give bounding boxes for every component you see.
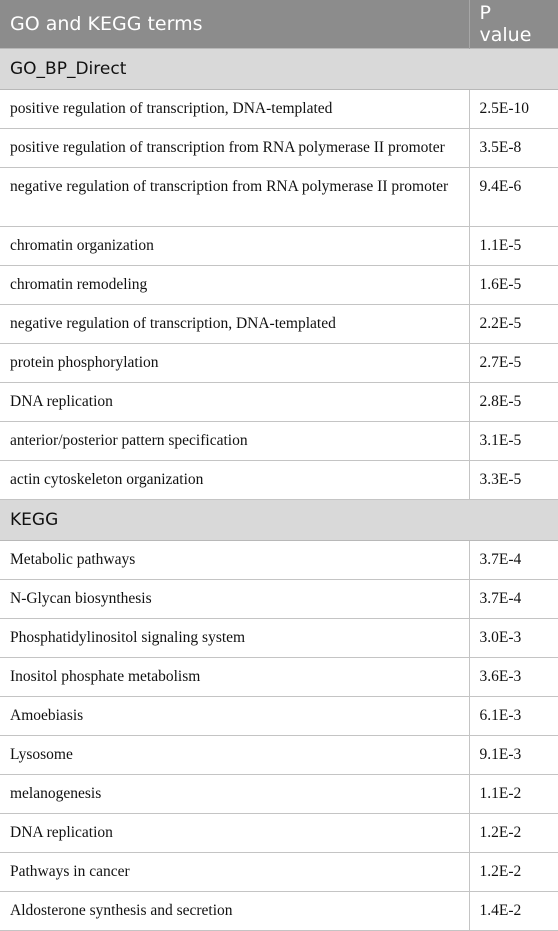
pvalue-cell: 1.1E-5 bbox=[469, 226, 558, 265]
pvalue-cell: 1.2E-2 bbox=[469, 813, 558, 852]
term-cell: chromatin organization bbox=[0, 226, 469, 265]
table-row bbox=[0, 89, 558, 128]
term-cell: protein phosphorylation bbox=[0, 343, 469, 382]
term-cell: positive regulation of transcription, DNA-templated bbox=[0, 89, 469, 128]
table-row bbox=[0, 343, 558, 382]
pvalue-cell: 6.1E-3 bbox=[469, 696, 558, 735]
term-cell: Amoebiasis bbox=[0, 696, 469, 735]
table-row bbox=[0, 421, 558, 460]
pvalue-cell: 2.5E-10 bbox=[469, 89, 558, 128]
term-cell: Metabolic pathways bbox=[0, 540, 469, 579]
term-cell: Lysosome bbox=[0, 735, 469, 774]
term-cell: Aldosterone synthesis and secretion bbox=[0, 891, 469, 930]
table-row bbox=[0, 304, 558, 343]
term-cell: actin cytoskeleton organization bbox=[0, 460, 469, 499]
pvalue-cell: 1.6E-5 bbox=[469, 265, 558, 304]
pvalue-cell: 9.4E-6 bbox=[469, 167, 558, 226]
table-row bbox=[0, 774, 558, 813]
pvalue-cell: 9.1E-3 bbox=[469, 735, 558, 774]
table-row bbox=[0, 657, 558, 696]
pvalue-cell: 3.5E-8 bbox=[469, 128, 558, 167]
pvalue-cell: 3.7E-4 bbox=[469, 540, 558, 579]
term-cell: Inositol phosphate metabolism bbox=[0, 657, 469, 696]
term-cell: anterior/posterior pattern specification bbox=[0, 421, 469, 460]
section-row bbox=[0, 499, 558, 540]
table-row bbox=[0, 167, 558, 226]
pvalue-cell: 1.1E-2 bbox=[469, 774, 558, 813]
term-cell: chromatin remodeling bbox=[0, 265, 469, 304]
table-row bbox=[0, 852, 558, 891]
term-cell: positive regulation of transcription from RNA polymerase II promoter bbox=[0, 128, 469, 167]
section-row bbox=[0, 48, 558, 89]
table-row bbox=[0, 618, 558, 657]
section-title: KEGG bbox=[0, 499, 558, 540]
pvalue-cell: 1.2E-2 bbox=[469, 852, 558, 891]
header-row bbox=[0, 0, 558, 48]
table-row bbox=[0, 128, 558, 167]
table-row bbox=[0, 382, 558, 421]
pvalue-cell: 2.2E-5 bbox=[469, 304, 558, 343]
term-column-header: GO and KEGG terms bbox=[0, 0, 469, 48]
pvalue-cell: 3.3E-5 bbox=[469, 460, 558, 499]
table-row bbox=[0, 226, 558, 265]
table-row bbox=[0, 891, 558, 930]
table-row bbox=[0, 540, 558, 579]
table-row bbox=[0, 579, 558, 618]
term-cell: negative regulation of transcription from RNA polymerase II promoter bbox=[0, 167, 469, 226]
pvalue-cell: 1.4E-2 bbox=[469, 891, 558, 930]
pvalue-cell: 2.7E-5 bbox=[469, 343, 558, 382]
table-row bbox=[0, 265, 558, 304]
pvalue-cell: 3.0E-3 bbox=[469, 618, 558, 657]
term-cell: melanogenesis bbox=[0, 774, 469, 813]
pvalue-cell: 3.1E-5 bbox=[469, 421, 558, 460]
pvalue-cell: 3.6E-3 bbox=[469, 657, 558, 696]
pvalue-column-header: P value bbox=[469, 0, 558, 48]
term-cell: Pathways in cancer bbox=[0, 852, 469, 891]
table-row bbox=[0, 696, 558, 735]
pvalue-cell: 2.8E-5 bbox=[469, 382, 558, 421]
table-row bbox=[0, 735, 558, 774]
table-body bbox=[0, 48, 558, 930]
term-cell: DNA replication bbox=[0, 382, 469, 421]
table-row bbox=[0, 460, 558, 499]
section-title: GO_BP_Direct bbox=[0, 48, 558, 89]
term-cell: Phosphatidylinositol signaling system bbox=[0, 618, 469, 657]
term-cell: N-Glycan biosynthesis bbox=[0, 579, 469, 618]
table-row bbox=[0, 813, 558, 852]
term-cell: negative regulation of transcription, DNA-templated bbox=[0, 304, 469, 343]
pvalue-cell: 3.7E-4 bbox=[469, 579, 558, 618]
term-cell: DNA replication bbox=[0, 813, 469, 852]
